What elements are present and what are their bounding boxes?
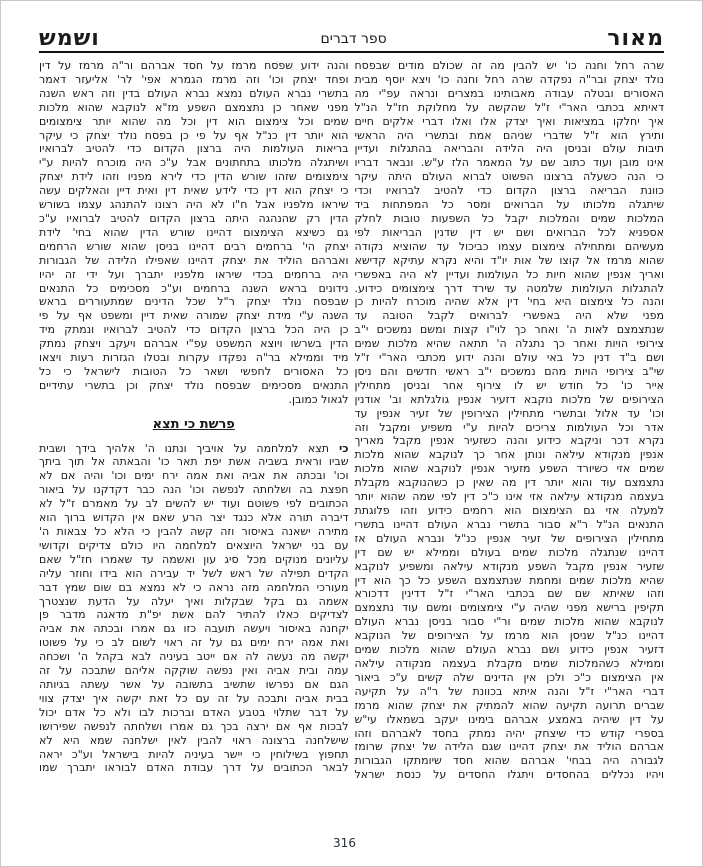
text-line: אברהם הוליד את יצחק דהיינו שגם הלידה של יצחק שרומז	[354, 740, 664, 754]
text-line: אין הצימצום כ"כ ולכן אין הדינים שלה קשים ע"כ ביאור	[354, 670, 664, 684]
text-line: ושיתגלה מלכותו בתחתונים אבל ע"כ היה מוכרח להיות ע"י	[39, 156, 349, 170]
header-title-center: ספר דברים	[320, 31, 387, 47]
text-line: התנאים מסכימים שבפסח נולד יצחק וכן בתשרי עתידיים	[39, 378, 349, 392]
text-line: כן היה הכל ברצון הקדום כדי להטיב לברואיו ונמתק מיד	[39, 323, 349, 337]
text-line: בתשרי נברא העולם נמצא נברא העולם בדין וזה ראש השנה	[39, 86, 349, 100]
text-line: דזעיר אנפין כידוע ושם נברא העולם שהוא מלכות שמים	[354, 643, 664, 657]
text-line: אדר וכל העולמות צריכים להיות ע"י משפיע ומקבל וזה	[354, 420, 664, 434]
text-line: וכו' ובכתה את אביה ואת אמה ירח ימים וכו' והיה אם לא	[39, 469, 349, 483]
text-line: ושם ב"ד דנין כל באי עולם והנה ידוע מכתבי האר"י ז"ל	[354, 351, 664, 365]
text-line: וכו' עד אלול ובתשרי מתחילין הצירופין של זעיר אנפין עד	[354, 406, 664, 420]
text-line: שהוא מרמז אל קוצו של אות יו"ד והיא נקרא עתיקא קדישא	[354, 253, 664, 267]
text-line: שישלחנה ברצונה ראוי להבין לאין ישלחנה שמא היא לא	[39, 733, 349, 747]
text-line: דיברה תורה אלא כנגד יצר הרע שאם אין הקדוש ברוך הוא	[39, 511, 349, 525]
text-line: לבכות אף אם ירצה בכך גם אמרו ושלחתה לנפשה שפירושו	[39, 719, 349, 733]
text-line: שיראו מלפניו אבל ח"ו לא היה רצונו להתנהג עצמו בשורש	[39, 198, 349, 212]
text-line: חפצת בה ושלחתה לנפשה וכו' הנה כבר דקדקנו על ביאור	[39, 483, 349, 497]
text-line: מתחילין הצירופים של זעיר אנפין כנ"ל ונברא העולם אז	[354, 531, 664, 545]
text-line: תקיפין ברישא מפני שהיה ע"י צימצומים ומשם עוד נתצמצם	[354, 601, 664, 615]
text-line: כי יצחק הוא דין כדי לידע שאית דין ואית דיין והאלקים עשה	[39, 184, 349, 198]
text-line: נידונים בראש השנה ברחמים וע"כ מסכימים כל התנאים	[39, 281, 349, 295]
paragraph-left-1	[39, 59, 349, 407]
text-line: לנוקבא שהוא מלכות שמים ור"י סבור בניסן נברא העולם	[354, 615, 664, 629]
text-line: הגם אם נפרשו שתשיב בתשובה על אשר עשתה בגיותה	[39, 677, 349, 691]
text-line: כי הנה כשעלה ברצונו הפשוט לברוא העולם היתה עיקר	[354, 170, 664, 184]
text-line: שרה רחל וחנה כו' יש להבין מה זה שכולם מודים שבפסח	[354, 59, 664, 72]
left-column	[39, 59, 349, 820]
text-line: מפני שאחר כן נתצמצם השפע מז"א לנוקבא שהוא מלכות	[39, 100, 349, 114]
text-line: עליונים מנוקים מכל סיג עון ואשמה עד שאמרו חז"ל שאם	[39, 552, 349, 566]
text-line: שנתצמצם לאות ה' ואחר כך לוי"ו קצות ומשם נמשכים י"ב	[354, 323, 664, 337]
lead-word: כי	[329, 441, 349, 455]
text-line: שי"ב צירופי הויות מהם נמשכים י"ב ראשי חדשים והם ניסן	[354, 364, 664, 378]
text-line: תיבות עולם ובניסן היה הלידה והבריאה בהתגלות ועדיין	[354, 142, 664, 156]
page-body	[39, 59, 664, 820]
text-line: גם כשיצא הצימצום דהיינו שורש הדין שהוא בחי' לידת	[39, 225, 349, 239]
text-line: אינו מובן ועוד כתוב שם על המאמר הלז ע"ש. ונבאר דבריו	[354, 156, 664, 170]
text-line: ואברהם הוליד את יצחק דהיינו שאפילו הלידה של הגבורות	[39, 253, 349, 267]
text-line: על דין שיהיה באמצע אברהם בימינו יעקב בשמאלו עי"ש	[354, 712, 664, 726]
text-line: והנה כל צימצום היא בחי' דין אלא שהיה מוכרח להיות כן	[354, 295, 664, 309]
text-line: מתירה ישאנה באיסור וזה קשה להבין כי הלא כל צבאות ה'	[39, 525, 349, 538]
text-line: ופחד יצחק וכו' וזה מרמז הגמרא אפי' לר' אליעזר דאמר	[39, 72, 349, 86]
text-line: צימצומים שזהו שורש הדין כדי לירא מפניו וזהו לידת יצחק	[39, 170, 349, 184]
parsha-heading: פרשת כי תצא	[152, 416, 235, 432]
text-line: הוא יותר דין כנ"ל אף על פי כן בפסח נולד יצחק כי עיקר	[39, 128, 349, 142]
text-line: עם בני ישראל היוצאים למלחמה היו כולם צדיקים וקדושי	[39, 538, 349, 552]
text-line: מפני שלא היה באפשרי לברואים לקבל הטובה עד	[354, 309, 664, 323]
text-line: דברי האר"י ז"ל והנה איתא בכוונת של ר"ה על תקיעה	[354, 684, 664, 698]
text-line: נקרא דכר וניקבא כידוע והנה כשזעיר אנפין מקבל מאריך	[354, 434, 664, 448]
text-line: השנה ע"י מידת יצחק שמורה שאית דיין ומשפט אף על פי	[39, 309, 349, 323]
page-header	[39, 21, 664, 53]
text-line: הדין רק שהנהגה היתה ברצון הקדום להטיב לברואיו ע"כ	[39, 211, 349, 225]
text-line: בריאות העולמות היה ברצון הקדום כדי להטיב לברואיו	[39, 142, 349, 156]
text-line: שיתגלה מלכותו על הברואים ומסר כל המפתחות ביד	[354, 198, 664, 212]
text-line: בספרי קודש כדי שיצחק יהיה נמתק בחסד לאברהם וזהו	[354, 726, 664, 740]
text-line: דהיינו שנתגלה מלכות שמים בעולם וממילא יש שם דין	[354, 545, 664, 559]
text-line: נולד יצחק ובר"ה נפקדה שרה רחל וחנה כו' ויצא יוסף מבית	[354, 72, 664, 86]
page-number: 316	[333, 836, 356, 850]
text-line: לצדיקים כאלו להתיר להם אשת יפ"ת מדאגה מדבר פן	[39, 608, 349, 622]
text-line: לגאול כמובן.	[288, 392, 349, 406]
text-line: שמים וכל צימצום הוא דין וכל מה שהוא יותר צימצומים	[39, 114, 349, 128]
text-line: כוונת הבריאה ברצון הקדום כדי להטיב לברואיו וכדי	[354, 184, 664, 198]
text-line: הדין בשרשו ויוצא המשפט עפ"י אברהם ויעקב ויצחק נמתק	[39, 337, 349, 351]
text-line: תחפוץ בשילוחין כי יישר בעיניה להיות בישראל וע"כ יראה	[39, 747, 349, 761]
text-line: יקחנה באיסור ויעשה תועבה כזו גם אמרו ובכתה את אביה	[39, 622, 349, 636]
text-line: בבית אביה ותבכה על זה עם כל זאת יקשה איך יצדק צווי	[39, 691, 349, 705]
paragraph-left-2	[39, 442, 349, 776]
text-line: וזהו שאיתא שם שם בכתבי האר"י ז"ל דדינין דדכורא	[354, 587, 664, 601]
text-line: היה ברחמים בכדי שיראו מלפניו יתברך ועל ידי זה יהיו	[39, 267, 349, 281]
text-line: ואריך אנפין שהוא חיות כל העולמות ועדיין לא היה באפשרי	[354, 267, 664, 281]
text-line: וממילא כשהמלכות שמים מקבלת בעצמה מנקודה עילאה	[354, 656, 664, 670]
text-line: אנפין מנקודא עילאה ונותן אחר כך לנוקבא שהוא מלכות	[354, 448, 664, 462]
text-line: יקשה מה נעשה לה אם ייטב בעיניה לבא בקהל ה' ושכחה	[39, 650, 349, 664]
text-line: הקדים תפילה של ראש לשל יד עבירה הוא בידו וחוזר עליה	[39, 566, 349, 580]
text-line: שהיא מלכות שמים ומחמת שנתצמצם השפע כל כך הוא דין	[354, 573, 664, 587]
text-line: הצירופים של מלכות נוקבא דזעיר אנפין גולגלתא וב' אודנין	[354, 392, 664, 406]
text-line: כל האסורים לחפשי ושאר כל הטובות לישראל כי כל	[39, 364, 349, 378]
text-line: יצחק הי' ברחמים רבים דהיינו בניסן שהוא שורש הרחמים	[39, 239, 349, 253]
text-line: שמים אזי כשיורד השפע מזעיר אנפין לנוקבא שהוא מלכות	[354, 462, 664, 476]
text-line: צירופי הויות ואחר כך נתגלה ה' תתאה שהיא מלכות שמים	[354, 337, 664, 351]
text-line: איך יחלקו במציאות ואיך יצדק אלו ואלו דברי אלקים חיים	[354, 114, 664, 128]
header-title-right: מאור	[607, 25, 664, 51]
text-line: ותירץ הוא ז"ל שדברי שניהם אמת ובתשרי היה הראשי	[354, 128, 664, 142]
text-line: שזעיר אנפין מקבל השפע מנקודא עילאה ומשפיע לנוקבא	[354, 559, 664, 573]
text-line: למעלה אזי גם הצימצום הוא רחמים כידוע וזהו פלוגתת	[354, 504, 664, 517]
text-line: הכתובים לפי פשוטם ועוד יש להשים לב על מאמרם ז"ל לא	[39, 497, 349, 511]
text-line: והנה ידוע שפסח מרמז על חסד אברהם ור"ה מרמז על דין	[39, 59, 349, 72]
text-line: ויהיו נכללים בהחסדים ויתגלו החסדים על כנסת ישראל	[354, 768, 664, 782]
text-line: שברים תרועה תקיעה שהוא להמתיק את יצחק שהוא מרמז	[354, 698, 664, 712]
text-line: התנאים הנ"ל ר"א סבור בתשרי נברא העולם דהיינו בתשרי	[354, 517, 664, 531]
text-line: להתגלות העולמות שלמטה עד שירד דרך צימצומים כידוע.	[354, 281, 664, 295]
text-line: מיד וממילא בר"ה נפקדו עקרות ובטלו הגזרות רעות ויצאו	[39, 351, 349, 365]
text-line: לבאר הכתובים על דרך עבודת האדם לבוראו יתברך שמו	[39, 761, 349, 775]
header-title-left: ושמש	[39, 25, 100, 51]
text-line: לגבורה היה בבחי' אברהם שהוא חסד שיומתקו הגבורות	[354, 754, 664, 768]
text-line: אייר כו' כל חודש יש לו צירוף אחר ובניסן מתחילין	[354, 378, 664, 392]
text-line: ואת אמה ירח ימים גם על זה ראוי לשום לב כי על פשוטו	[39, 636, 349, 650]
text-line: המלכות שמים והמלכות יקבל כל השפעות טובות לחלק	[354, 211, 664, 225]
text-line: מעורכי המלחמה מזה נראה כי לא נמצא בם שום שמץ דבר	[39, 580, 349, 594]
text-line: דהיינו כנ"ל שניסן הוא מרמז על הצירופים של הנוקבא	[354, 629, 664, 643]
text-line: אשמה גם בקל שבקלות ואיך יעלה על הדעת שנצטרך	[39, 594, 349, 608]
text-line: שביו וראית בשביה אשת יפת תאר כו' והבאתה אל תוך ביתך	[39, 455, 349, 469]
text-line: אספניא לכל הברואים ושם יש דין שדנין הבריאות לפי	[354, 225, 664, 239]
text-line: מעשיהם ומתחילה צימצום עצמו כביכול עד שהוציא נקודה	[354, 239, 664, 253]
text-line: האסורים ובטלה עבודה מאבותינו במצרים ונראה עפ"י מה	[354, 86, 664, 100]
text-line: נתצמצם עוד והוא יותר דין מה שאין כן כשהנוקבא מקבלת	[354, 476, 664, 490]
text-line: כי תצא למלחמה על אויביך ונתנו ה' אלהיך בידך ושבית	[39, 441, 349, 455]
text-line: דאיתא בכתבי האר"י ז"ל שהקשה על מחלוקת חז"ל הנ"ל	[354, 100, 664, 114]
text-line: עמה ובית אביה ואין נפשה שוקקה אליהם שתבכה על זה	[39, 664, 349, 678]
text-line: שבפסח נולד יצחק ר"ל שכל הדינים שמתעוררים בראש	[39, 295, 349, 309]
text-line: בעצמה מנקודא עילאה אזי אינו כ"כ דין לפי שמה שהוא יותר	[354, 490, 664, 504]
right-column	[355, 59, 665, 820]
paragraph-right-1	[355, 59, 665, 782]
text-line: על דבר שתלוי בטבע האדם וברכות לבו ולא כל אדם יכול	[39, 705, 349, 719]
